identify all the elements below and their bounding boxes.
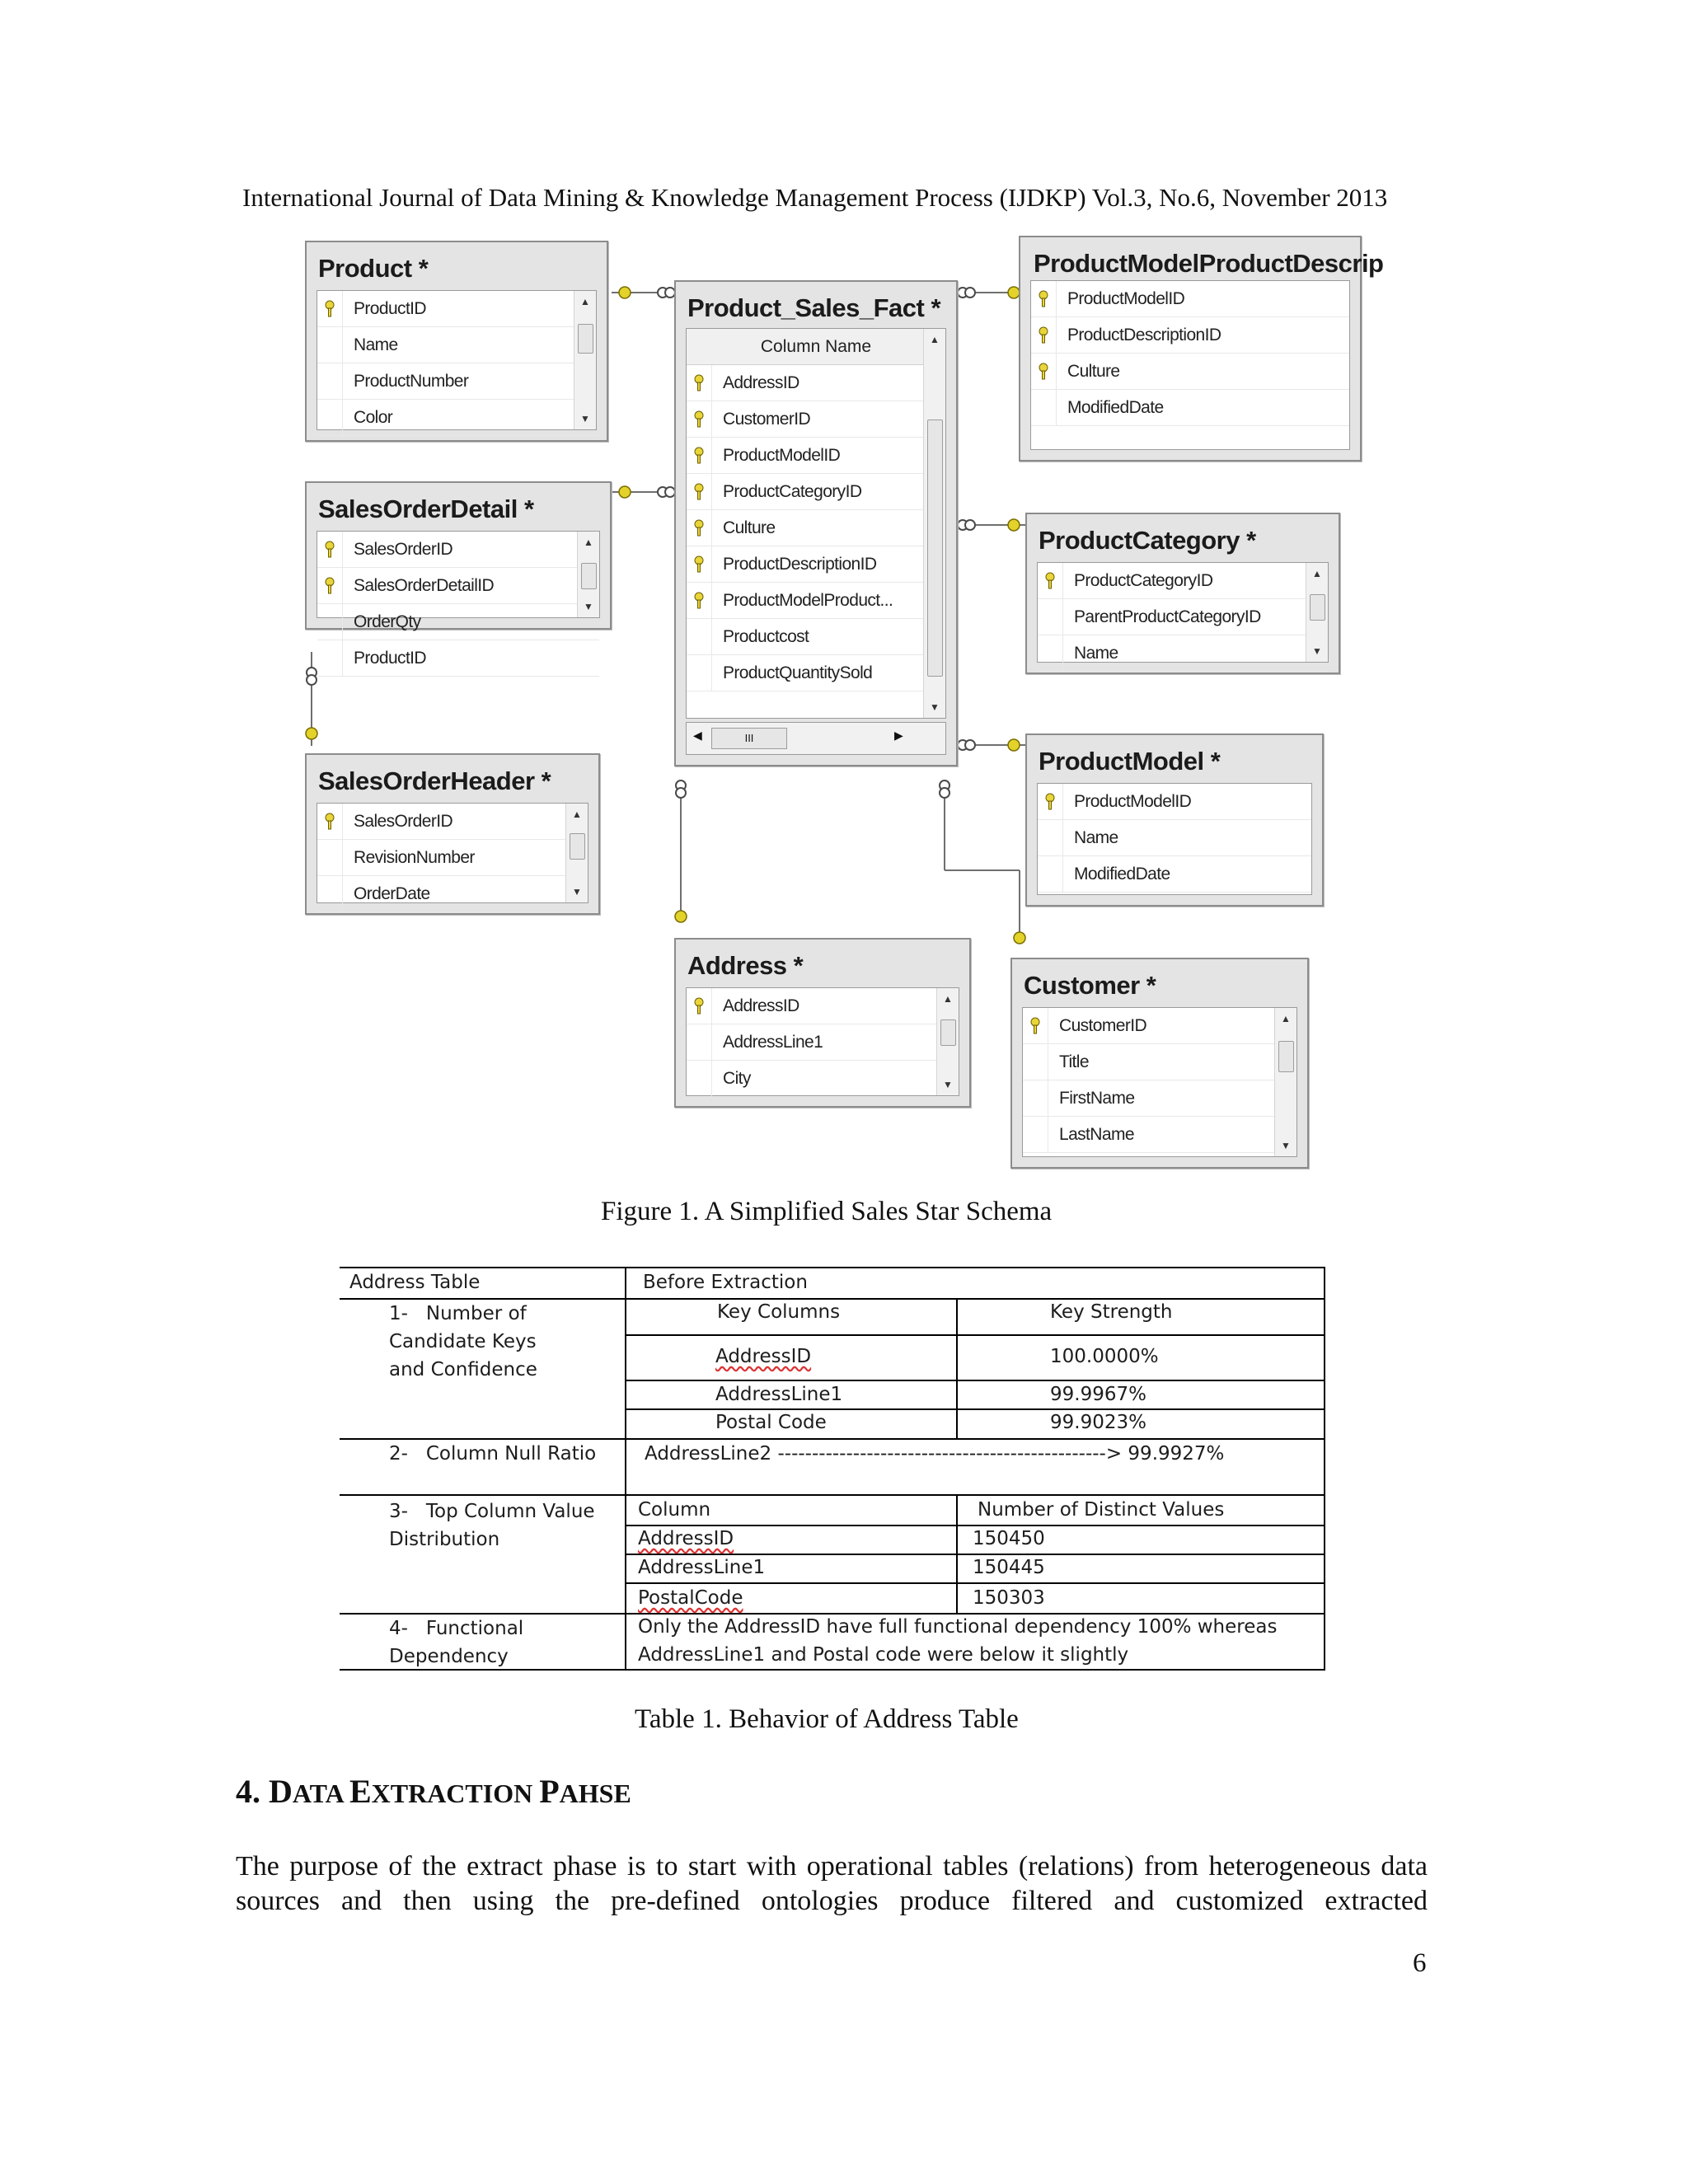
vertical-scrollbar[interactable] (574, 291, 596, 429)
page-number: 6 (1413, 1948, 1427, 1978)
section-label: 2- Column Null Ratio (389, 1443, 597, 1465)
primary-key-icon (693, 997, 705, 1015)
column-row[interactable]: Name (1038, 820, 1311, 856)
scroll-right-icon[interactable]: ▶ (894, 730, 903, 743)
column-row[interactable]: ProductModelProduct... (687, 583, 945, 619)
table-title: Customer * (1024, 971, 1156, 1000)
scroll-up-icon[interactable]: ▲ (572, 808, 582, 820)
product-model-product-description-table[interactable] (1019, 236, 1384, 462)
body-paragraph: The purpose of the extract phase is to start with operational tables (relations) from heterogeneous data sources and then using the pre-defined ontologies produce filtered and customized extracted (236, 1851, 1428, 1916)
primary-key-icon (693, 447, 705, 465)
column-header: Column Name (687, 329, 945, 365)
table-title: Product * (318, 254, 429, 283)
column-row[interactable]: SalesOrderDetailID (317, 568, 599, 604)
null-ratio-value: AddressLine2 ------------------------------------------------> 99.9927% (645, 1443, 1225, 1465)
column-row[interactable]: Culture (687, 510, 945, 546)
key-strength-cell: 99.9023% (1050, 1412, 1146, 1433)
column-row[interactable]: City (687, 1061, 959, 1097)
functional-dependency-line: AddressLine1 and Postal code were below it slightly (638, 1644, 1129, 1666)
column-row[interactable]: ModifiedDate (1031, 390, 1349, 426)
column-row[interactable]: AddressID (687, 988, 959, 1024)
scroll-down-icon[interactable]: ▼ (930, 701, 940, 713)
column-row[interactable]: ModifiedDate (1038, 856, 1311, 893)
distribution-column-cell: AddressID (638, 1528, 734, 1549)
column-row[interactable]: ProductCategoryID (1038, 563, 1328, 599)
table-title: ProductModelProductDescrip (1034, 249, 1384, 278)
key-strength-cell: 99.9967% (1050, 1384, 1146, 1405)
primary-key-icon (693, 410, 705, 429)
distribution-column-cell: AddressLine1 (638, 1557, 766, 1578)
table-title: ProductModel * (1039, 747, 1221, 776)
primary-key-icon (693, 592, 705, 610)
column-header: Number of Distinct Values (978, 1499, 1225, 1521)
table-title: SalesOrderDetail * (318, 494, 534, 523)
column-header: Key Columns (717, 1301, 841, 1323)
primary-key-icon (1044, 572, 1056, 590)
section-heading: 4. DATA EXTRACTION PAHSE (236, 1773, 631, 1810)
primary-key-icon (693, 374, 705, 392)
scroll-down-icon[interactable]: ▼ (584, 601, 593, 612)
table-title: Address * (687, 951, 804, 980)
scroll-up-icon[interactable]: ▲ (584, 537, 593, 548)
column-row[interactable]: CustomerID (687, 401, 945, 438)
column-row[interactable]: ProductModelID (1038, 784, 1311, 820)
scroll-up-icon[interactable]: ▲ (1281, 1013, 1291, 1024)
column-row[interactable]: CustomerID (1023, 1008, 1296, 1044)
column-row[interactable]: ProductDescriptionID (687, 546, 945, 583)
scroll-up-icon[interactable]: ▲ (580, 296, 590, 307)
primary-key-icon (1038, 290, 1049, 308)
table-caption: Table 1. Behavior of Address Table (635, 1704, 1019, 1734)
table-title: SalesOrderHeader * (318, 766, 551, 795)
horizontal-scrollbar[interactable] (686, 722, 946, 755)
column-row[interactable]: ProductModelID (1031, 281, 1349, 317)
section-label: 4- Functional Dependency (389, 1618, 524, 1667)
vertical-scrollbar[interactable] (1274, 1008, 1296, 1156)
column-row[interactable]: ProductID (317, 291, 596, 327)
scroll-up-icon[interactable]: ▲ (943, 993, 953, 1005)
scroll-down-icon[interactable]: ▼ (943, 1079, 953, 1090)
column-row[interactable]: Title (1023, 1044, 1296, 1080)
scroll-up-icon[interactable]: ▲ (1312, 568, 1322, 579)
scroll-down-icon[interactable]: ▼ (572, 886, 582, 898)
column-row[interactable]: ProductNumber (317, 363, 596, 400)
vertical-scrollbar[interactable] (577, 532, 599, 617)
column-row[interactable]: OrderDate (317, 876, 588, 912)
primary-key-icon (324, 300, 335, 318)
primary-key-icon (324, 541, 335, 559)
scroll-down-icon[interactable]: ▼ (1312, 645, 1322, 657)
primary-key-icon (693, 555, 705, 574)
column-row[interactable]: OrderQty (317, 604, 599, 640)
vertical-scrollbar[interactable] (565, 804, 588, 902)
primary-key-icon (1038, 363, 1049, 381)
table-title: ProductCategory * (1039, 526, 1256, 555)
column-row[interactable]: Productcost (687, 619, 945, 655)
key-column-cell: Postal Code (715, 1412, 827, 1433)
table-title: Product_Sales_Fact * (687, 293, 941, 322)
column-row[interactable]: SalesOrderID (317, 804, 588, 840)
functional-dependency-line: Only the AddressID have full functional dependency 100% whereas (638, 1616, 1278, 1638)
primary-key-icon (1029, 1017, 1041, 1035)
scroll-left-icon[interactable]: ◀ (693, 730, 702, 743)
primary-key-icon (693, 519, 705, 537)
scroll-thumb[interactable]: III (711, 728, 787, 749)
section-label: 3- Top Column Value Distribution (389, 1501, 595, 1550)
distinct-values-cell: 150445 (973, 1557, 1045, 1578)
column-header: Column (638, 1499, 711, 1521)
customer-table[interactable] (1010, 958, 1309, 1169)
column-row[interactable]: SalesOrderID (317, 532, 599, 568)
column-header: Key Strength (1050, 1301, 1173, 1323)
key-column-cell: AddressLine1 (715, 1384, 843, 1405)
column-row[interactable]: AddressID (687, 365, 945, 401)
key-strength-cell: 100.0000% (1050, 1346, 1159, 1367)
column-row[interactable]: RevisionNumber (317, 840, 588, 876)
distinct-values-cell: 150303 (973, 1587, 1045, 1609)
product-category-table[interactable] (1025, 513, 1340, 674)
section-label: 1- Number of Candidate Keys and Confidence (389, 1303, 537, 1380)
primary-key-icon (1038, 326, 1049, 344)
vertical-scrollbar[interactable] (923, 329, 945, 718)
sales-order-header-table[interactable] (305, 753, 600, 915)
primary-key-icon (1044, 793, 1056, 811)
star-schema-figure (297, 236, 1384, 1169)
address-behavior-table (340, 1267, 1325, 1671)
column-row[interactable]: AddressLine1 (687, 1024, 959, 1061)
column-row[interactable]: ParentProductCategoryID (1038, 599, 1328, 635)
vertical-scrollbar[interactable] (1306, 563, 1328, 662)
figure-caption: Figure 1. A Simplified Sales Star Schema (601, 1197, 1053, 1226)
sales-order-detail-table[interactable] (305, 481, 612, 668)
journal-header: International Journal of Data Mining & Knowledge Management Process (IJDKP) Vol.3, No.6, November 2013 (242, 183, 1388, 212)
column-row[interactable]: Color (317, 400, 596, 436)
table-header-left: Address Table (349, 1272, 481, 1293)
column-row[interactable]: Culture (1031, 354, 1349, 390)
column-row[interactable]: Name (317, 327, 596, 363)
column-row[interactable]: ProductModelID (687, 438, 945, 474)
product-sales-fact-table[interactable] (674, 280, 958, 766)
primary-key-icon (693, 483, 705, 501)
primary-key-icon (324, 813, 335, 831)
primary-key-icon (324, 577, 335, 595)
product-model-table[interactable] (1025, 733, 1324, 907)
scroll-down-icon[interactable]: ▼ (580, 413, 590, 424)
key-column-cell: AddressID (715, 1346, 812, 1367)
table-header-right: Before Extraction (643, 1272, 808, 1293)
product-table[interactable] (305, 241, 608, 442)
scroll-up-icon[interactable]: ▲ (930, 334, 940, 345)
column-row[interactable]: ProductQuantitySold (687, 655, 945, 691)
address-table[interactable] (674, 938, 971, 1108)
column-row[interactable]: Name (1038, 635, 1328, 672)
column-row[interactable]: LastName (1023, 1117, 1296, 1153)
vertical-scrollbar[interactable] (936, 988, 959, 1095)
scroll-down-icon[interactable]: ▼ (1281, 1140, 1291, 1151)
column-row[interactable]: ProductCategoryID (687, 474, 945, 510)
column-row[interactable]: FirstName (1023, 1080, 1296, 1117)
column-row[interactable]: ProductDescriptionID (1031, 317, 1349, 354)
distinct-values-cell: 150450 (973, 1528, 1045, 1549)
column-row[interactable]: ProductID (317, 640, 599, 677)
distribution-column-cell: PostalCode (638, 1587, 743, 1609)
